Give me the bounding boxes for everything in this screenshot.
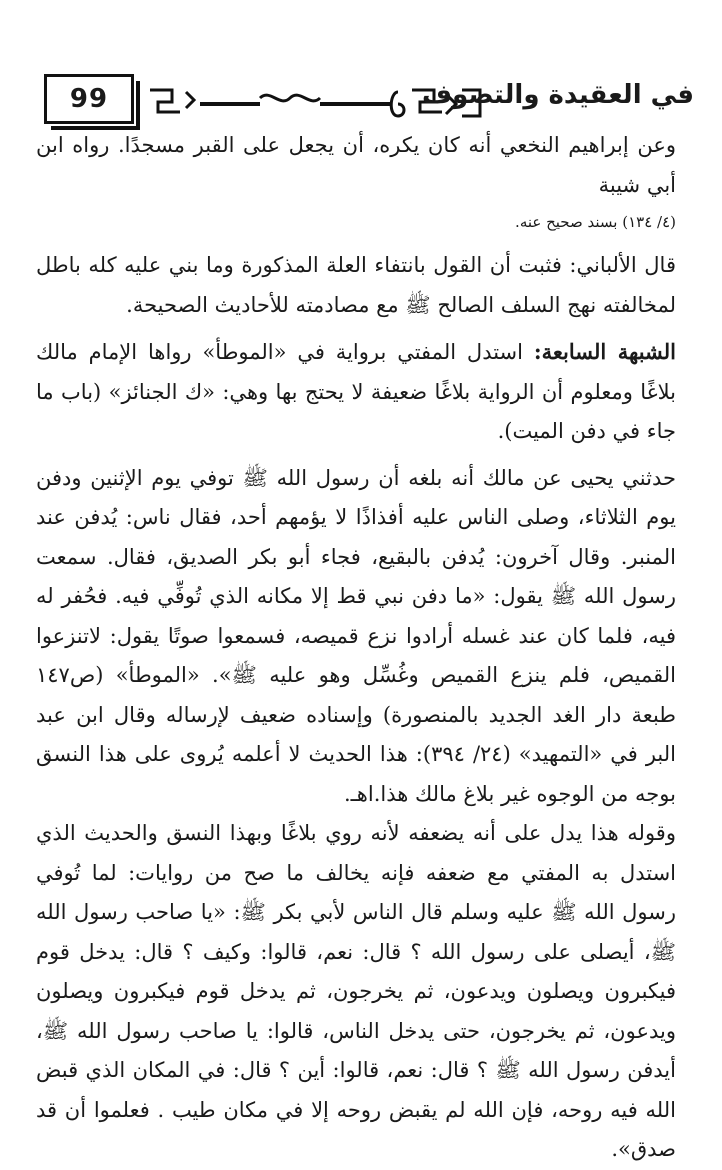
seventh-doubt-text: استدل المفتي برواية في «الموطأ» رواها الإمام مالك بلاغًا ومعلوم أن الرواية بلاغًا ضعيفة لا يحتج بها وهي: «ك الجنائز» (باب ما جاء في دفن الميت).	[36, 340, 676, 443]
seventh-doubt-heading: الشبهة السابعة:	[533, 339, 676, 364]
paragraph-albani: قال الألباني: فثبت أن القول بانتفاء العلة المذكورة وما بني عليه كله باطل لمخالفته نهج السلف الصالح ﷺ مع مصادمته للأحاديث الصحيحة.	[36, 253, 676, 317]
page-header	[20, 70, 702, 132]
paragraph-nakhai: وعن إبراهيم النخعي أنه كان يكره، أن يجعل على القبر مسجدًا. رواه ابن أبي شيبة	[36, 133, 676, 197]
paragraph-seventh-doubt	[36, 332, 676, 452]
paragraph-muwatta-hadith: حدثني يحيى عن مالك أنه بلغه أن رسول الله ﷺ توفي يوم الإثنين ودفن يوم الثلاثاء، وصلى الناس عليه أفذاذًا لا يؤمهم أحد، فقال ناس: يُدفن عند المنبر. وقال آخرون: يُدفن بالبقيع، فجاء أبو بكر الصديق، فقال. سمعت رسول الله ﷺ يقول: «ما دفن نبي قط إلا مكانه الذي تُوفِّي فيه. فحُفر له فيه، فلما كان عند غسله أرادوا نزع قميصه، فسمعوا صوتًا يقول: لاتنزعوا القميص، فلم ينزع القميص وغُسِّل وهو عليه ﷺ». «الموطأ» (ص١٤٧ طبعة دار الغد الجديد بالمنصورة) وإسناده ضعيف لإرساله وقال ابن عبد البر في «التمهيد» (٢٤/ ٣٩٤): هذا الحديث لا أعلمه يُروى على هذا النسق بوجه من الوجوه غير بلاغ مالك هذا.اهـ.	[36, 465, 676, 806]
paragraph-refutation: وقوله هذا يدل على أنه يضعفه لأنه روي بلاغًا وبهذا النسق والحديث الذي استدل به المفتي مع ضعفه فإنه يخالف ما صح من روايات: لما تُوفي رسول الله ﷺ عليه وسلم قال الناس لأبي بكر ﷺ: «يا صاحب رسول الله ﷺ، أيصلى على رسول الله ؟ قال: نعم، قالوا: وكيف ؟ قال: يدخل قوم فيكبرون ويصلون ويدعون، ثم يخرجون، ثم يدخل قوم فيكبرون ويصلون ويدعون، ثم يخرجون، حتى يدخل الناس، قالوا: يا صاحب رسول الله ﷺ، أيدفن رسول الله ﷺ ؟ قال: نعم، قالوا: أين ؟ قال: في المكان الذي قبض الله فيه روحه، فإن الله لم يقبض روحه إلا في مكان طيب . فعلموا أن قد صدق».	[36, 821, 676, 1161]
running-title: في العقيدة والتصوف	[421, 80, 694, 110]
body-text	[36, 126, 676, 1170]
citation-note: (٤/ ١٣٤) بسند صحيح عنه.	[515, 213, 676, 231]
page-number: 99	[44, 74, 134, 124]
